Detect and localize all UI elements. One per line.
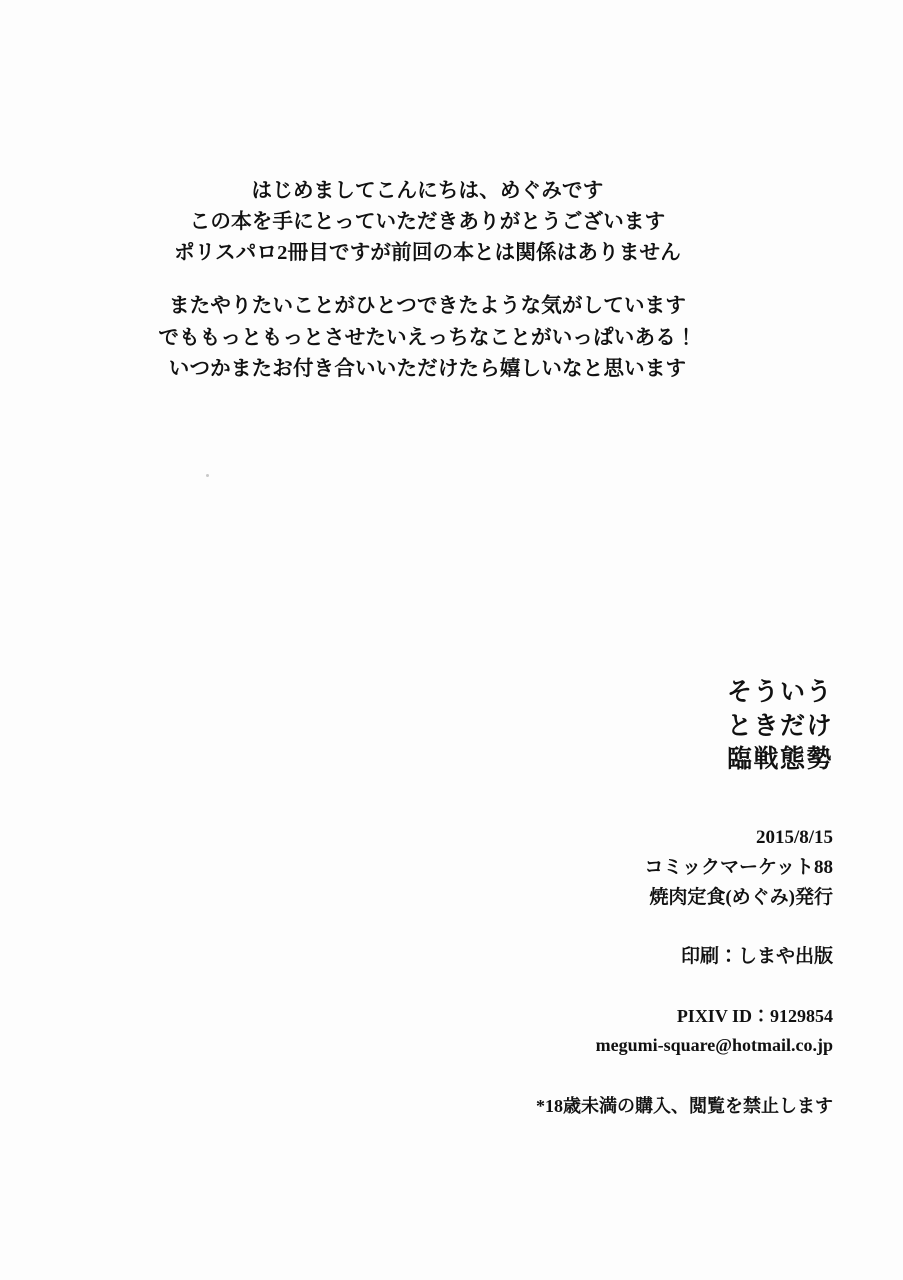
email-address: megumi-square@hotmail.co.jp (595, 1035, 833, 1056)
printer-name: 印刷：しまや出版 (680, 945, 833, 967)
publication-date: 2015/8/15 (755, 826, 833, 848)
page-speck (206, 474, 209, 477)
event-name: コミックマーケット88 (644, 856, 833, 878)
afterword-line: でももっともっとさせたいえっちなことがいっぱいある！ (158, 326, 697, 349)
afterword-line: またやりたいことがひとつできたような気がしています (168, 295, 687, 318)
afterword-block (0, 176, 855, 385)
afterword-line: この本を手にとっていただきありがとうございます (189, 211, 666, 234)
book-title-line: ときだけ (726, 712, 833, 740)
book-title-line: 臨戦態勢 (726, 746, 833, 773)
afterword-paragraph-1 (0, 176, 855, 269)
age-restriction-notice: *18歳未満の購入、閲覧を禁止します (536, 1096, 833, 1117)
printer-info (413, 942, 833, 972)
afterword-paragraph-2 (0, 291, 855, 384)
circle-name: 焼肉定食(めぐみ)発行 (649, 887, 833, 909)
publication-info (413, 823, 833, 914)
afterword-line: はじめましてこんにちは、めぐみです (251, 180, 604, 202)
afterword-line: いつかまたお付き合いいただけたら嬉しいなと思います (168, 357, 687, 380)
book-title (413, 676, 833, 777)
pixiv-id: PIXIV ID：9129854 (676, 1006, 833, 1027)
book-title-line: そういう (726, 679, 833, 706)
colophon-block (413, 676, 833, 1121)
afterword-line: ポリスパロ2冊目ですが前回の本とは関係はありません (174, 242, 681, 265)
contact-info (413, 1002, 833, 1060)
